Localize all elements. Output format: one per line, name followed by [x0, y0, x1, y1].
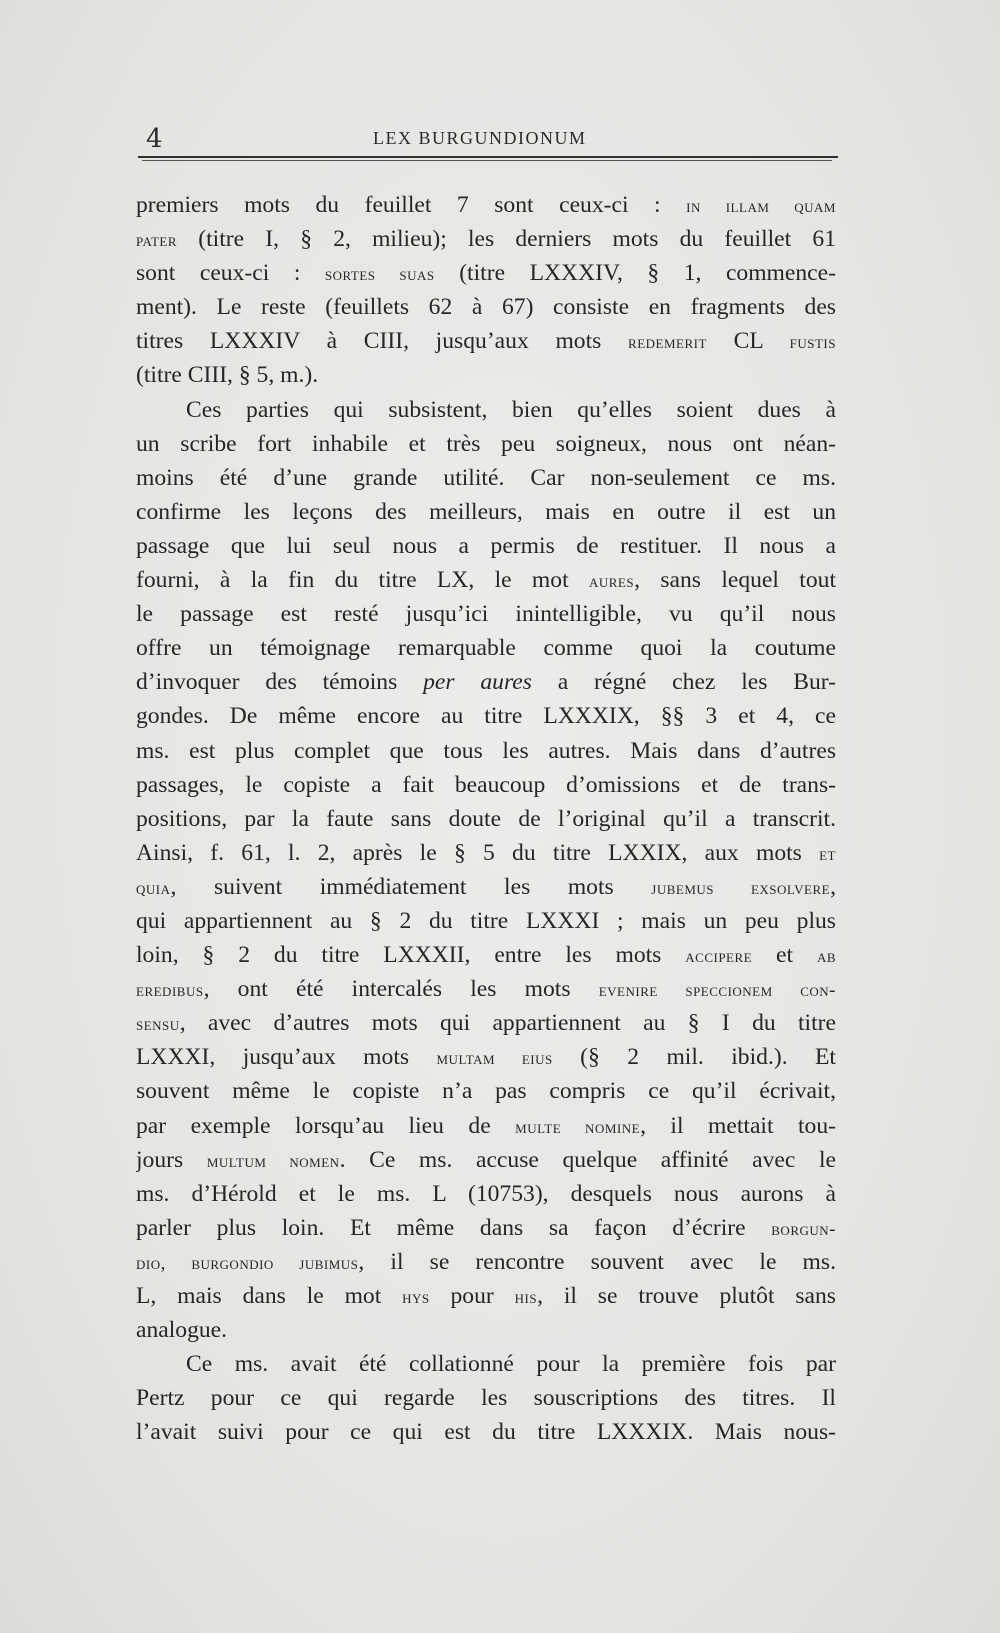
text-segment: titres LXXXIV à CIII, jusqu’aux mots — [136, 328, 629, 355]
text-line — [136, 836, 836, 870]
text-segment: l’avait suivi pour ce qui est du titre LXXXIX. Mais nous- — [136, 1419, 836, 1446]
text-line — [136, 1109, 836, 1143]
small-caps-text: his — [514, 1287, 538, 1308]
text-segment: parler plus loin. Et même dans sa façon d’écrire — [136, 1214, 772, 1241]
text-line — [136, 1313, 836, 1347]
text-segment: (titre I, § 2, milieu); les derniers mots du feuillet 61 — [177, 226, 836, 253]
text-segment: passages, le copiste a fait beaucoup d’omissions et de trans- — [136, 771, 836, 798]
header-rule — [138, 156, 838, 158]
text-line — [136, 870, 836, 904]
small-caps-text: fustis — [789, 332, 836, 354]
text-line — [136, 1279, 836, 1313]
text-segment: jours — [136, 1146, 207, 1173]
text-segment: , il se trouve plutôt sans — [537, 1283, 836, 1309]
text-segment: confirme les leçons des meilleurs, mais en outre il est un — [136, 498, 836, 525]
text-segment: , il se rencontre souvent avec le ms. — [358, 1248, 836, 1275]
small-caps-text: borgun- — [771, 1218, 836, 1240]
text-segment: Ainsi, f. 61, l. 2, après le § 5 du titre LXXIX, aux mots — [136, 839, 820, 866]
body-text — [136, 188, 836, 1449]
text-line — [136, 1245, 836, 1279]
text-segment: sont ceux-ci : — [136, 260, 325, 287]
small-caps-text: sensu — [136, 1014, 180, 1036]
text-segment: pour — [429, 1283, 515, 1309]
text-segment: (titre CIII, § 5, m.). — [136, 362, 319, 389]
text-segment: , il mettait tou- — [640, 1112, 836, 1139]
small-caps-text: pater — [136, 230, 178, 252]
small-caps-text: eredibus — [136, 980, 204, 1002]
text-segment: loin, § 2 du titre LXXXII, entre les mots — [136, 942, 686, 969]
small-caps-text: multe nomine — [515, 1116, 641, 1138]
text-segment: premiers mots du feuillet 7 sont ceux-ci : — [136, 192, 687, 218]
small-caps-text: dio, burgondio jubimus — [136, 1252, 359, 1274]
text-segment: (§ 2 mil. ibid.). Et — [552, 1044, 836, 1071]
text-line — [136, 324, 836, 358]
small-caps-text: quia — [136, 877, 171, 899]
text-segment: , sans lequel tout — [634, 567, 836, 594]
text-segment: ms. d’Hérold et le ms. L (10753), desquels nous aurons à — [136, 1180, 836, 1207]
small-caps-text: in illam quam — [686, 196, 836, 217]
small-caps-text: sortes suas — [324, 264, 435, 286]
text-segment: , ont été intercalés les mots — [203, 976, 599, 1003]
text-segment: moins été d’une grande utilité. Car non-seulement ce ms. — [136, 464, 836, 491]
small-caps-text: multum nomen — [206, 1150, 340, 1172]
text-line — [136, 597, 836, 631]
text-line — [136, 1415, 836, 1449]
small-caps-text: et — [819, 843, 836, 865]
text-line — [136, 938, 836, 972]
small-caps-text: jubemus exsolvere — [651, 877, 831, 899]
text-line — [136, 904, 836, 938]
text-segment: , — [830, 873, 836, 900]
page-number: 4 — [146, 124, 163, 154]
text-line — [136, 972, 836, 1006]
text-line — [136, 802, 836, 836]
small-caps-text: redemerit — [628, 332, 707, 354]
text-line — [136, 1211, 836, 1245]
text-line — [136, 631, 836, 665]
text-segment: analogue. — [136, 1317, 228, 1344]
text-segment: offre un témoignage remarquable comme quoi la coutume — [136, 635, 836, 662]
running-title: LEX BURGUNDIONUM — [373, 128, 587, 148]
text-line — [136, 1177, 836, 1211]
text-line — [136, 188, 836, 222]
text-line — [136, 495, 836, 529]
text-segment: Ces parties qui subsistent, bien qu’elles soient dues à — [186, 396, 836, 423]
text-segment: qui appartiennent au § 2 du titre LXXXI ; mais un peu plus — [136, 907, 836, 934]
text-line — [136, 358, 836, 392]
text-segment: souvent même le copiste n’a pas compris ce qu’il écrivait, — [136, 1078, 836, 1105]
text-line — [136, 529, 836, 563]
text-segment: fourni, à la fin du titre LX, le mot — [136, 567, 589, 594]
italic-text: per aures — [423, 669, 532, 696]
text-segment: et — [752, 942, 817, 969]
small-caps-text: evenire speccionem con- — [598, 980, 836, 1002]
text-line — [136, 461, 836, 495]
text-line — [136, 393, 836, 427]
text-segment: (titre LXXXIV, § 1, commence- — [434, 260, 836, 287]
text-segment: . Ce ms. accuse quelque affinité avec le — [339, 1146, 836, 1173]
text-line — [136, 1143, 836, 1177]
text-segment: gondes. De même encore au titre LXXXIX, §§ 3 et 4, ce — [136, 703, 836, 730]
header-rule-thin — [142, 160, 832, 161]
text-segment: LXXXI, jusqu’aux mots — [136, 1044, 437, 1071]
text-segment: ment). Le reste (feuillets 62 à 67) consiste en fragments des — [136, 294, 836, 321]
text-line — [136, 563, 836, 597]
text-segment: Ce ms. avait été collationné pour la première fois par — [186, 1351, 836, 1378]
text-segment: L, mais dans le mot — [136, 1283, 403, 1309]
text-segment: passage que lui seul nous a permis de restituer. Il nous a — [136, 532, 836, 559]
text-line — [136, 1347, 836, 1381]
small-caps-text: aures — [588, 571, 635, 593]
text-segment: d’invoquer des témoins — [136, 669, 424, 696]
small-caps-text: accipere — [685, 946, 753, 968]
text-segment: CL — [706, 328, 790, 355]
text-segment: ms. est plus complet que tous les autres. Mais dans d’autres — [136, 737, 836, 764]
small-caps-text: hys — [402, 1287, 430, 1308]
page-header — [138, 120, 838, 154]
text-segment: Pertz pour ce qui regarde les souscriptions des titres. Il — [136, 1385, 836, 1412]
small-caps-text: ab — [816, 946, 836, 968]
text-segment: positions, par la faute sans doute de l’original qu’il a transcrit. — [136, 805, 836, 832]
text-line — [136, 1040, 836, 1074]
text-line — [136, 734, 836, 768]
text-line — [136, 222, 836, 256]
text-segment: le passage est resté jusqu’ici inintelligible, vu qu’il nous — [136, 601, 836, 628]
text-line — [136, 1006, 836, 1040]
text-segment: par exemple lorsqu’au lieu de — [136, 1112, 516, 1139]
text-line — [136, 427, 836, 461]
text-line — [136, 1074, 836, 1108]
text-segment: un scribe fort inhabile et très peu soigneux, nous ont néan- — [136, 430, 836, 457]
text-line — [136, 290, 836, 324]
text-segment: , avec d’autres mots qui appartiennent au § I du titre — [179, 1010, 836, 1037]
text-segment: a régné chez les Bur- — [531, 669, 836, 696]
text-line — [136, 665, 836, 699]
text-segment: , suivent immédiatement les mots — [170, 873, 652, 900]
small-caps-text: multam eius — [436, 1048, 553, 1070]
text-line — [136, 699, 836, 733]
text-line — [136, 768, 836, 802]
text-line — [136, 1381, 836, 1415]
text-line — [136, 256, 836, 290]
